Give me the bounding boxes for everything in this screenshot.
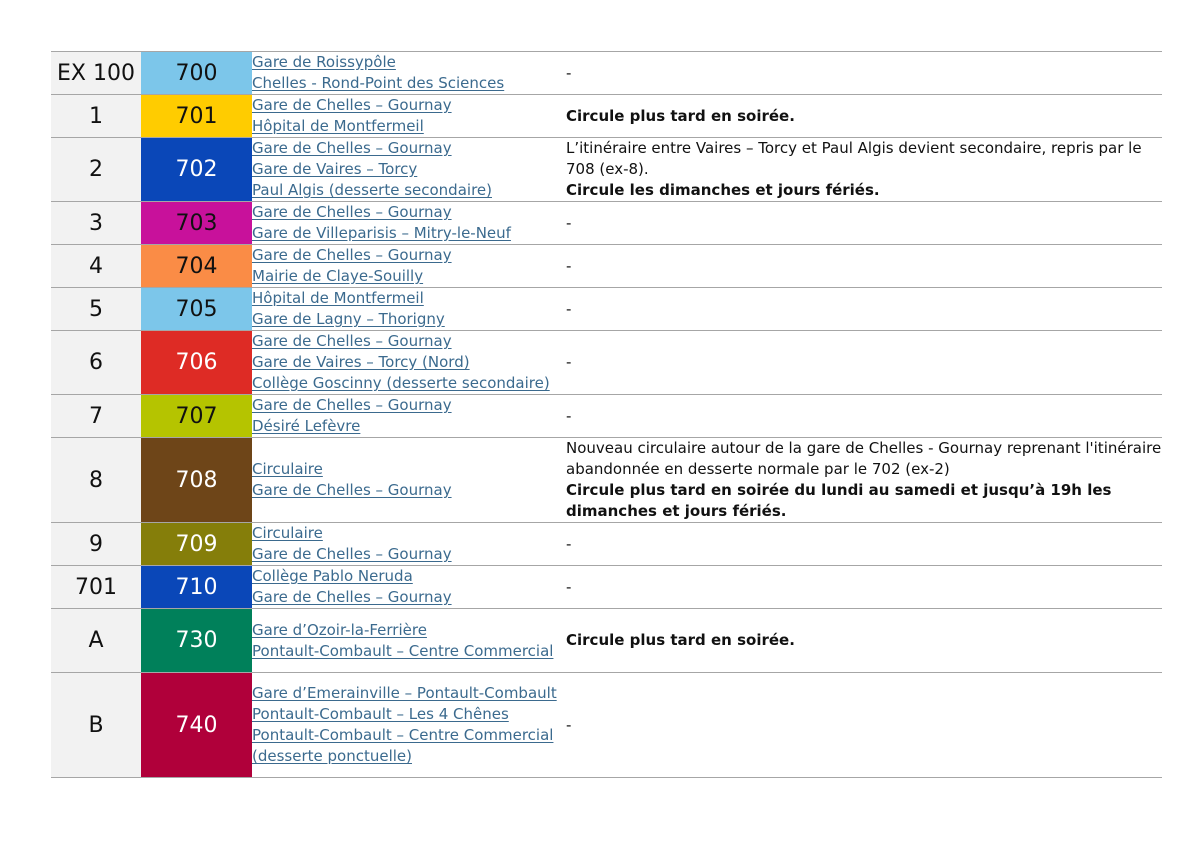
table-row [51,395,1162,438]
route-notes [566,609,1162,673]
note-bold-text: Circule plus tard en soirée. [566,631,795,649]
old-line-number: 8 [51,438,141,523]
note-bold-text: Circule plus tard en soirée. [566,106,795,125]
stop-link[interactable]: Hôpital de Montfermeil [252,117,424,135]
table-row [51,438,1162,523]
table-row [51,566,1162,609]
stop-link[interactable]: Gare de Chelles – Gournay [252,96,452,114]
note-text: - [566,256,572,275]
stop-link[interactable]: Gare de Chelles – Gournay [252,545,452,563]
route-stops [252,609,566,673]
stop-link[interactable]: Gare de Chelles – Gournay [252,246,452,264]
route-notes [566,52,1162,95]
route-notes [566,288,1162,331]
stop-link[interactable]: Gare de Chelles – Gournay [252,139,452,157]
old-line-number: A [51,609,141,673]
note-bold-text: Circule plus tard en soirée du lundi au samedi et jusqu’à 19h les dimanches et jours fériés. [566,481,1112,520]
route-notes [566,566,1162,609]
route-notes [566,95,1162,138]
route-stops [252,566,566,609]
stop-link[interactable]: Gare de Villeparisis – Mitry-le-Neuf [252,224,511,242]
stop-link[interactable]: Gare de Chelles – Gournay [252,332,452,350]
stop-link[interactable]: Pontault-Combault – Les 4 Chênes [252,705,509,723]
old-line-number: 5 [51,288,141,331]
new-line-badge: 705 [141,288,252,331]
stop-link[interactable]: Hôpital de Montfermeil [252,289,424,307]
stop-link[interactable]: Gare d’Ozoir-la-Ferrière [252,620,427,639]
old-line-number: 4 [51,245,141,288]
note-text: Nouveau circulaire autour de la gare de Chelles - Gournay reprenant l'itinéraire abandonnée en desserte normale par le 702 (ex-2) [566,439,1162,478]
note-text: - [566,577,572,596]
table-row [51,288,1162,331]
new-line-badge: 706 [141,331,252,395]
route-stops [252,95,566,138]
new-line-badge: 740 [141,673,252,778]
route-stops [252,331,566,395]
route-notes [566,202,1162,245]
stop-link[interactable]: Gare de Chelles – Gournay [252,396,452,414]
stop-link[interactable]: Paul Algis (desserte secondaire) [252,181,492,199]
table-row [51,138,1162,202]
new-line-badge: 709 [141,523,252,566]
table-row [51,673,1162,778]
stop-link[interactable]: Chelles - Rond-Point des Sciences [252,74,505,92]
stop-link[interactable]: Gare de Vaires – Torcy [252,160,418,178]
table-row [51,331,1162,395]
new-line-badge: 700 [141,52,252,95]
table-row [51,523,1162,566]
old-line-number: 6 [51,331,141,395]
route-notes [566,245,1162,288]
new-line-badge: 710 [141,566,252,609]
old-line-number: 3 [51,202,141,245]
stop-link[interactable]: Collège Pablo Neruda [252,567,413,585]
stop-link[interactable]: Gare d’Emerainville – Pontault-Combault [252,684,557,702]
route-notes [566,331,1162,395]
new-line-badge: 704 [141,245,252,288]
stop-link[interactable]: Circulaire [252,460,323,478]
stop-link[interactable]: Pontault-Combault – Centre Commercial (desserte ponctuelle) [252,726,554,765]
note-text: - [566,534,572,553]
route-notes [566,438,1162,523]
stop-link[interactable]: Gare de Vaires – Torcy (Nord) [252,353,470,371]
route-notes [566,138,1162,202]
table-row [51,95,1162,138]
table-body [51,52,1162,778]
stop-link[interactable]: Mairie de Claye-Souilly [252,267,424,285]
stop-link[interactable]: Désiré Lefèvre [252,417,361,435]
old-line-number: B [51,673,141,778]
route-stops [252,673,566,778]
note-text: - [566,213,572,232]
note-text: L’itinéraire entre Vaires – Torcy et Paul Algis devient secondaire, repris par le 708 (ex-8). [566,139,1142,178]
note-text: - [566,715,572,734]
stop-link[interactable]: Pontault-Combault – Centre Commercial [252,641,554,660]
note-bold-text: Circule les dimanches et jours fériés. [566,181,880,199]
stop-link[interactable]: Collège Goscinny (desserte secondaire) [252,374,550,392]
table-row [51,245,1162,288]
note-text: - [566,353,572,371]
route-stops [252,202,566,245]
old-line-number: 1 [51,95,141,138]
route-stops [252,52,566,95]
table-row [51,202,1162,245]
route-stops [252,395,566,438]
bus-lines-table [51,51,1162,778]
route-notes [566,523,1162,566]
table-row [51,52,1162,95]
stop-link[interactable]: Gare de Chelles – Gournay [252,588,452,606]
stop-link[interactable]: Gare de Chelles – Gournay [252,203,452,221]
old-line-number: 2 [51,138,141,202]
note-text: - [566,299,572,318]
old-line-number: 701 [51,566,141,609]
route-notes [566,673,1162,778]
route-stops [252,245,566,288]
old-line-number: 7 [51,395,141,438]
route-stops [252,138,566,202]
new-line-badge: 703 [141,202,252,245]
table-row [51,609,1162,673]
note-text: - [566,406,572,425]
old-line-number: EX 100 [51,52,141,95]
stop-link[interactable]: Gare de Chelles – Gournay [252,481,452,499]
new-line-badge: 707 [141,395,252,438]
route-notes [566,395,1162,438]
new-line-badge: 701 [141,95,252,138]
new-line-badge: 708 [141,438,252,523]
stop-link[interactable]: Gare de Roissypôle [252,53,396,71]
new-line-badge: 702 [141,138,252,202]
old-line-number: 9 [51,523,141,566]
note-text: - [566,63,572,82]
route-stops [252,288,566,331]
route-stops [252,438,566,523]
route-stops [252,523,566,566]
stop-link[interactable]: Circulaire [252,524,323,542]
new-line-badge: 730 [141,609,252,673]
stop-link[interactable]: Gare de Lagny – Thorigny [252,310,445,328]
